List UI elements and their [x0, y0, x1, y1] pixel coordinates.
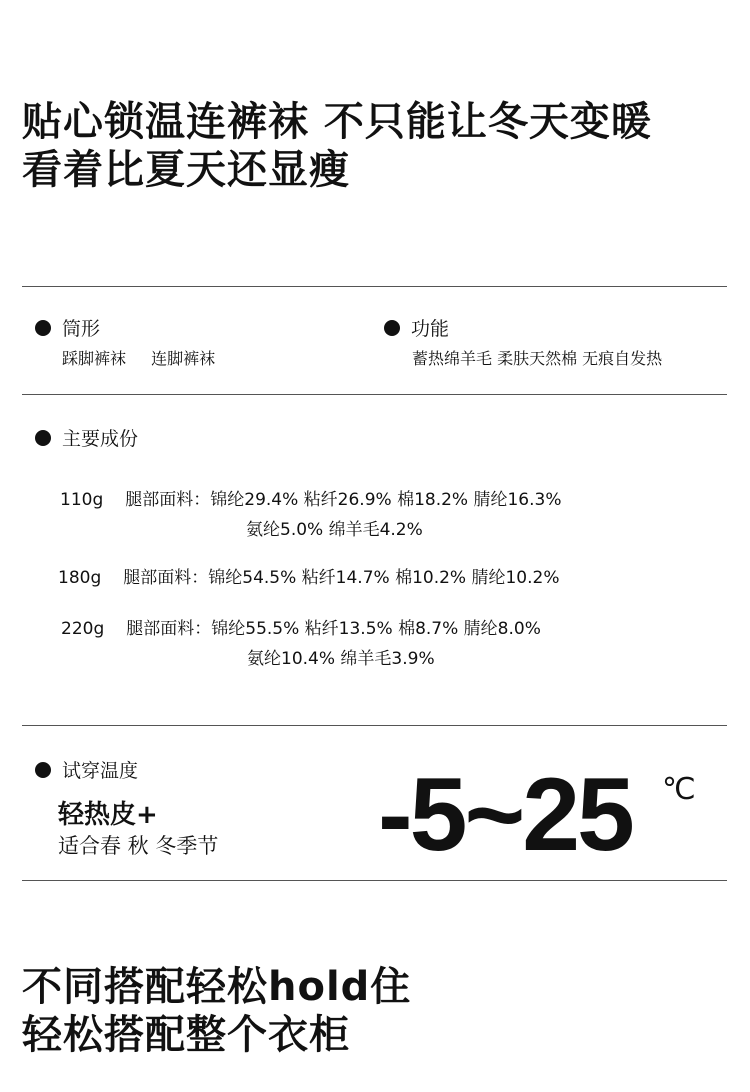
headline-line-2: 看着比夏天还显瘦 [22, 147, 350, 193]
fabric-label: 腿部面料： [125, 490, 211, 510]
shape-heading [35, 314, 100, 341]
composition-title: 主要成份 [62, 428, 139, 450]
temperature-title: 试穿温度 [62, 760, 139, 782]
composition-row-110g [60, 485, 561, 510]
fabric-label: 腿部面料： [126, 619, 212, 639]
temperature-range: -5~25 [378, 757, 632, 873]
fabric-values-cont: 氨纶10.4% 绵羊毛3.9% [247, 649, 435, 669]
bottom-headline [22, 963, 411, 1059]
bullet-icon [384, 320, 400, 336]
weight-label: 110g [60, 490, 104, 510]
fabric-label: 腿部面料： [123, 568, 209, 588]
bullet-icon [35, 762, 51, 778]
shape-items [62, 346, 235, 369]
bullet-icon [35, 430, 51, 446]
fabric-values: 锦纶55.5% 粘纤13.5% 棉8.7% 腈纶8.0% [211, 619, 541, 639]
function-text: 蓄热绵羊毛 柔肤天然棉 无痕自发热 [412, 349, 663, 368]
fabric-values-cont: 氨纶5.0% 绵羊毛4.2% [246, 520, 423, 540]
divider-4 [22, 880, 727, 881]
divider-2 [22, 394, 727, 395]
temperature-heading [35, 756, 138, 783]
composition-row-180g [58, 563, 559, 588]
function-heading [384, 314, 449, 341]
headline-line-1: 贴心锁温连裤袜 不只能让冬天变暖 [22, 99, 652, 145]
weight-label: 180g [58, 568, 102, 588]
shape-title: 筒形 [62, 318, 101, 340]
headline-line-2: 轻松搭配整个衣柜 [22, 1012, 350, 1058]
temperature-unit: ℃ [662, 772, 696, 807]
composition-row-220g [61, 614, 541, 639]
divider-3 [22, 725, 727, 726]
weight-label: 220g [61, 619, 105, 639]
function-title: 功能 [411, 318, 450, 340]
headline-line-1: 不同搭配轻松hold住 [22, 964, 412, 1010]
composition-heading [35, 424, 138, 451]
fabric-values: 锦纶54.5% 粘纤14.7% 棉10.2% 腈纶10.2% [208, 568, 560, 588]
divider-1 [22, 286, 727, 287]
page-headline [22, 98, 652, 194]
shape-item: 连脚裤袜 [151, 349, 216, 368]
thickness-label: 轻热皮+ [58, 800, 158, 830]
fabric-values: 锦纶29.4% 粘纤26.9% 棉18.2% 腈纶16.3% [210, 490, 562, 510]
bullet-icon [35, 320, 51, 336]
shape-item: 踩脚裤袜 [62, 349, 127, 368]
season-label: 适合春 秋 冬季节 [58, 834, 219, 858]
